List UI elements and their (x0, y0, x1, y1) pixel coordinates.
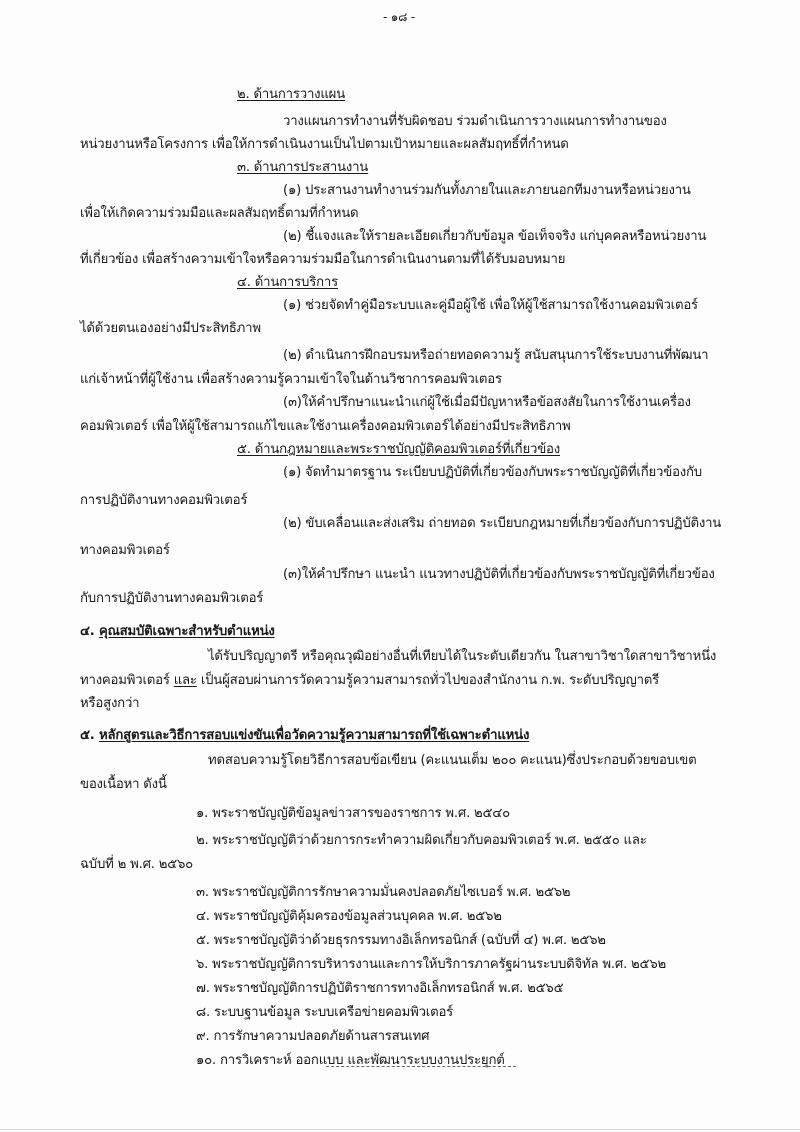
exam-topic-5: ๕. พระราชบัญญัติว่าด้วยธุรกรรมทางอิเล็กทรอนิกส์ (ฉบับที่ ๔) พ.ศ. ๒๕๖๒ (196, 933, 606, 948)
exam-topic-8: ๘. ระบบฐานข้อมูล ระบบเครือข่ายคอมพิวเตอร์ (196, 1005, 454, 1020)
law-item-1-line-2: การปฏิบัติงานทางคอมพิวเตอร์ (80, 493, 248, 508)
exam-intro-line-1: ทดสอบความรู้โดยวิธีการสอบข้อเขียน (คะแนนเต็ม ๒๐๐ คะแนน)ซึ่งประกอบด้วยขอบเขต (208, 753, 697, 768)
law-item-3-line-2: กับการปฏิบัติงานทางคอมพิวเตอร์ (80, 591, 264, 606)
service-item-3-line-1: (๓)ให้คำปรึกษาแนะนำแก่ผู้ใช้เมื่อมีปัญหาหรือข้อสงสัยในการใช้งานเครื่อง (283, 395, 691, 410)
service-item-2-line-2: แก่เจ้าหน้าที่ผู้ใช้งาน เพื่อสร้างความรู้ความเข้าใจในด้านวิชาการคอมพิวเตอร (80, 372, 502, 387)
qualifications-line-2-post: เป็นผู้สอบผ่านการวัดความรู้ความสามารถทั่วไปของสำนักงาน ก.พ. ระดับปริญญาตรี (196, 673, 660, 688)
page-number: - ๑๘ - (383, 10, 415, 24)
law-heading: ๕. ด้านกฎหมายและพระราชบัญญัติคอมพิวเตอร์ที่เกี่ยวข้อง (237, 442, 560, 457)
coordination-item-1-line-1: (๑) ประสานงานทำงานร่วมกันทั้งภายในและภายนอกทีมงานหรือหน่วยงาน (283, 183, 691, 198)
exam-topic-1: ๑. พระราชบัญญัติข้อมูลข่าวสารของราชการ พ.ศ. ๒๕๔๐ (196, 806, 510, 821)
exam-topic-2: ๒. พระราชบัญญัติว่าด้วยการกระทำความผิดเกี่ยวกับคอมพิวเตอร์ พ.ศ. ๒๕๕๐ และ (196, 833, 647, 848)
page-bottom-edge (0, 1129, 800, 1130)
service-heading: ๔. ด้านการบริการ (237, 275, 338, 290)
service-item-1-line-1: (๑) ช่วยจัดทำคู่มือระบบและคู่มือผู้ใช้ เพื่อให้ผู้ใช้สามารถใช้งานคอมพิวเตอร์ (283, 298, 698, 313)
exam-topic-10: ๑๐. การวิเคราะห์ ออกแบบ และพัฒนาระบบงานประยุกต์ (196, 1053, 505, 1068)
law-item-2-line-2: ทางคอมพิวเตอร์ (80, 543, 170, 558)
qualifications-number: ๔. (80, 624, 95, 639)
exam-topic-3: ๓. พระราชบัญญัติการรักษาความมั่นคงปลอดภัยไซเบอร์ พ.ศ. ๒๕๖๒ (196, 885, 571, 900)
service-item-2-line-1: (๒) ดำเนินการฝึกอบรมหรือถ่ายทอดความรู้ สนับสนุนการใช้ระบบงานที่พัฒนา (283, 348, 709, 363)
qualifications-line-3: หรือสูงกว่า (80, 696, 140, 711)
exam-heading: หลักสูตรและวิธีการสอบแข่งขันเพื่อวัดความรู้ความสามารถที่ใช้เฉพาะตำแหน่ง (99, 728, 530, 743)
law-item-2-line-1: (๒) ขับเคลื่อนและส่งเสริม ถ่ายทอด ระเบียบกฎหมายที่เกี่ยวข้องกับการปฏิบัติงาน (283, 516, 722, 531)
exam-title (80, 727, 529, 745)
qualifications-title (80, 623, 275, 641)
coordination-heading: ๓. ด้านการประสานงาน (237, 160, 369, 175)
planning-line-2: หน่วยงานหรือโครงการ เพื่อให้การดำเนินงานเป็นไปตามเป้าหมายและผลสัมฤทธิ์ที่กำหนด (80, 137, 569, 152)
law-item-3-line-1: (๓)ให้คำปรึกษา แนะนำ แนวทางปฏิบัติที่เกี่ยวข้องกับพระราชบัญญัติที่เกี่ยวข้อง (283, 567, 715, 582)
coordination-item-2-line-2: ที่เกี่ยวข้อง เพื่อสร้างความเข้าใจหรือความร่วมมือในการดำเนินงานตามที่ได้รับมอบหมาย (80, 252, 566, 267)
planning-line-1: วางแผนการทำงานที่รับผิดชอบ ร่วมดำเนินการวางแผนการทำงานของ (283, 114, 667, 129)
exam-topic-6: ๖. พระราชบัญญัติการบริหารงานและการให้บริการภาครัฐผ่านระบบดิจิทัล พ.ศ. ๒๕๖๒ (196, 957, 666, 972)
law-item-1-line-1: (๑) จัดทำมาตรฐาน ระเบียบปฏิบัติที่เกี่ยวข้องกับพระราชบัญญัติที่เกี่ยวข้องกับ (283, 465, 702, 480)
qualifications-and-emphasis: และ (173, 673, 197, 688)
exam-topic-9: ๙. การรักษาความปลอดภัยด้านสารสนเทศ (196, 1029, 430, 1044)
exam-topic-2-continuation: ฉบับที่ ๒ พ.ศ. ๒๕๖๐ (80, 857, 194, 872)
end-of-page-divider (326, 1066, 516, 1067)
exam-intro-line-2: ของเนื้อหา ดังนี้ (80, 777, 167, 792)
exam-number: ๕. (80, 728, 95, 743)
service-item-1-line-2: ได้ด้วยตนเองอย่างมีประสิทธิภาพ (80, 321, 261, 336)
exam-topic-7: ๗. พระราชบัญญัติการปฏิบัติราชการทางอิเล็กทรอนิกส์ พ.ศ. ๒๕๖๕ (196, 981, 564, 996)
qualifications-line-2 (80, 672, 659, 690)
coordination-item-1-line-2: เพื่อให้เกิดความร่วมมือและผลสัมฤทธิ์ตามที่กำหนด (80, 206, 359, 221)
qualifications-line-1: ได้รับปริญญาตรี หรือคุณวุฒิอย่างอื่นที่เทียบได้ในระดับเดียวกัน ในสาขาวิชาใดสาขาวิชาหนึ่ง (208, 649, 717, 664)
qualifications-line-2-pre: ทางคอมพิวเตอร์ (80, 673, 174, 688)
qualifications-heading: คุณสมบัติเฉพาะสำหรับตำแหน่ง (99, 624, 275, 639)
coordination-item-2-line-1: (๒) ชี้แจงและให้รายละเอียดเกี่ยวกับข้อมูล ข้อเท็จจริง แก่บุคคลหรือหน่วยงาน (283, 229, 707, 244)
planning-heading: ๒. ด้านการวางแผน (237, 87, 346, 102)
service-item-3-line-2: คอมพิวเตอร์ เพื่อให้ผู้ใช้สามารถแก้ไขและใช้งานเครื่องคอมพิวเตอร์ได้อย่างมีประสิทธิภาพ (80, 419, 571, 434)
exam-topic-4: ๔. พระราชบัญญัติคุ้มครองข้อมูลส่วนบุคคล พ.ศ. ๒๕๖๒ (196, 909, 502, 924)
